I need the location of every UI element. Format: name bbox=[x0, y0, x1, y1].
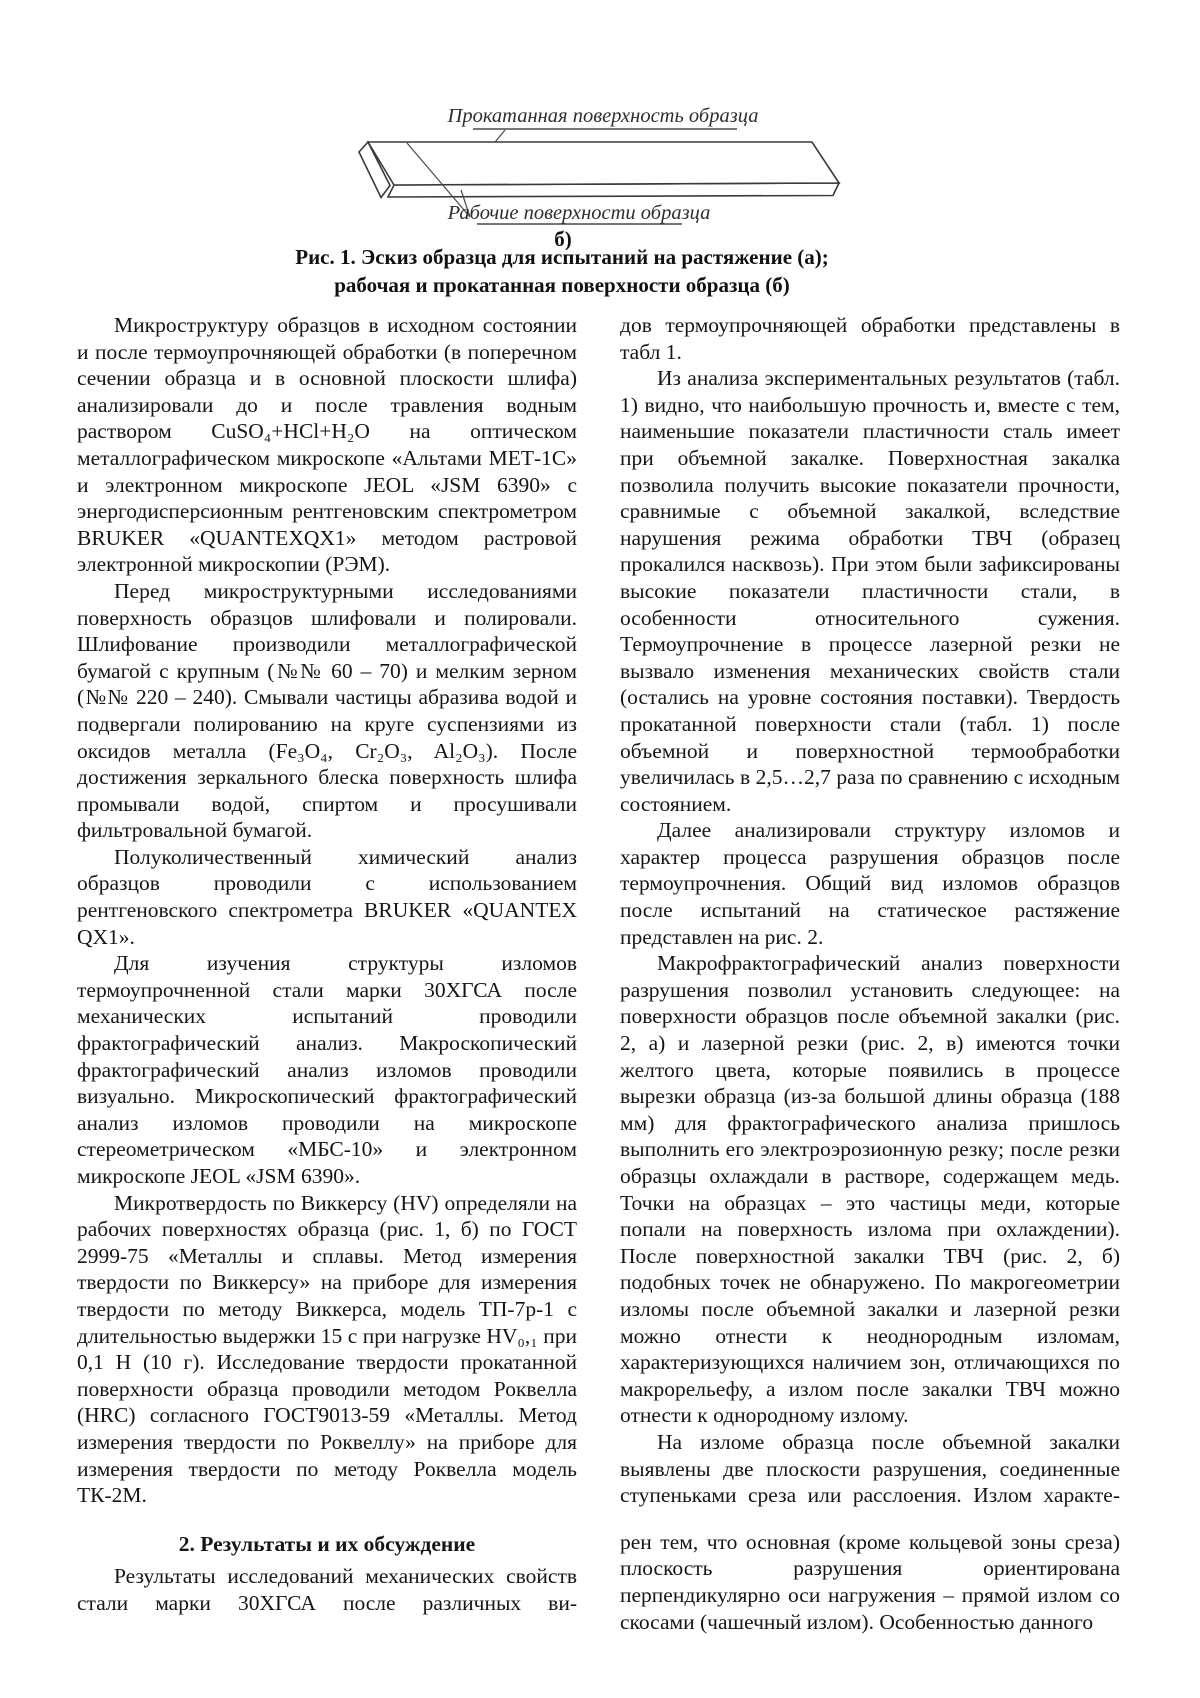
paragraph: рен тем, что основная (кроме кольцевой зоны среза) плоскость разрушения ориентирована перпендикулярно оси нагружения – прямой излом со скосами (чашечный излом). Особенностью данного bbox=[620, 1529, 1120, 1634]
right-column bbox=[620, 312, 1120, 1635]
panel-letter: б) bbox=[554, 227, 572, 250]
figure-caption-line-2: рабочая и прокатанная поверхности образца (б) bbox=[334, 273, 790, 297]
rolled-surface-label: Прокатанная поверхность образца bbox=[447, 105, 759, 127]
paragraph: На изломе образца после объемной закалки выявлены две плоскости разрушения, соединенные ступеньками среза или расслоения. Излом характе- bbox=[620, 1429, 1120, 1508]
section-heading-results: 2. Результаты и их обсуждение bbox=[178, 1531, 476, 1556]
paragraph: дов термоупрочняющей обработки представлены в табл 1. bbox=[620, 313, 1120, 364]
specimen-top-face bbox=[368, 142, 839, 185]
working-surface-label: Рабочие поверхности образца bbox=[447, 202, 711, 224]
paragraph: Из анализа экспериментальных результатов (табл. 1) видно, что наибольшую прочность и, вместе с тем, наименьшие показатели пластичности сталь имеет при объемной закалке. Поверхностная закалка позволила получить высокие показатели прочности, сравнимые с объемной закалкой, вследствие нарушения режима обработки ТВЧ (образец прокалился насквозь). При этом были зафиксированы высокие показатели пластичности стали, в особенности относительного сужения. Термоупрочнение в процессе лазерной резки не вызвало изменения механических свойств стали (остались на уровне состояния поставки). Твердость прокатанной поверхности стали (табл. 1) после объемной и поверхностной термообработки увеличилась в 2,5…2,7 раза по сравнению с исходным состоянием. bbox=[620, 366, 1120, 816]
specimen-sketch bbox=[330, 98, 870, 250]
paragraph: Далее анализировали структуру изломов и характер процесса разрушения образцов после термоупрочнения. Общий вид изломов образцов после испытаний на статическое растяжение представлен на рис. 2. bbox=[620, 818, 1120, 949]
paragraph: Для изучения структуры изломов термоупрочненной стали марки 30ХГСА после механических испытаний проводили фрактографический анализ. Макроскопический фрактографический анализ изломов проводили визуально. Микроскопический фрактографический анализ изломов проводили на микроскопе стереометрическом «МБС-10» и электронном микроскопе JEOL «JSM 6390». bbox=[77, 951, 577, 1188]
figure-1 bbox=[330, 98, 870, 250]
paragraph: Микроструктуру образцов в исходном состоянии и после термоупрочняющей обработки (в поперечном сечении образца и в основной плоскости шлифа) анализировали до и после травления водным раствором CuSO₄+HCl+H₂O на оптическом металлографическом микроскопе «Альтами МЕТ-1С» и электронном микроскопе JEOL «JSM 6390» с энергодисперсионным рентгеновским спектрометром BRUKER «QUANTEXQX1» методом растровой электронной микроскопии (РЭМ). bbox=[77, 313, 577, 577]
paragraph: Полуколичественный химический анализ образцов проводили с использованием рентгеновского спектрометра BRUKER «QUANTEX QX1». bbox=[77, 844, 577, 949]
figure-caption-line-1: Рис. 1. Эскиз образца для испытаний на растяжение (а); bbox=[295, 245, 829, 269]
paragraph: Микротвердость по Виккерсу (HV) определяли на рабочих поверхностях образца (рис. 1, б) по ГОСТ 2999-75 «Металлы и сплавы. Метод измерения твердости по Виккерсу» на приборе для измерения твердости по методу Виккерса, модель ТП-7р-1 с длительностью выдержки 15 с при нагрузке HV₀,₁ при 0,1 Н (10 г). Исследование твердости прокатанной поверхности образца проводили методом Роквелла (HRC) согласного ГОСТ9013-59 «Металлы. Метод измерения твердости по Роквеллу» на приборе для измерения твердости по методу Роквелла модель ТК-2М. bbox=[77, 1190, 577, 1508]
figure-1-caption bbox=[0, 243, 1124, 299]
paragraph: Перед микроструктурными исследованиями поверхность образцов шлифовали и полировали. Шлифование производили металлографической бумагой с крупным (№№ 60 – 70) и мелким зерном (№№ 220 – 240). Смывали частицы абразива водой и подвергали полированию на круге суспензиями из оксидов металла (Fe₃O₄, Cr₂O₃, Al₂O₃). После достижения зеркального блеска поверхность шлифа промывали водой, спиртом и просушивали фильтровальной бумагой. bbox=[77, 578, 577, 843]
paragraph: Результаты исследований механических свойств стали марки 30ХГСА после различных ви- bbox=[77, 1564, 577, 1615]
left-column bbox=[77, 312, 577, 1617]
paragraph: Макрофрактографический анализ поверхности разрушения позволил установить следующее: на поверхности образцов после объемной закалки (рис. 2, а) и лазерной резки (рис. 2, в) имеются точки желтого цвета, которые появились в процессе вырезки образца (из-за большой длины образца (188 мм) для фрактографического анализа пришлось выполнить его электроэрозионную резку; после резки образцы охлаждали в растворе, содержащем медь. Точки на образцах – это частицы меди, которые попали на поверхность излома при охлаждении). После поверхностной закалки ТВЧ (рис. 2, б) подобных точек не обнаружено. По макрогеометрии изломы после объемной закалки и лазерной резки можно отнести к неоднородным изломам, характеризующихся наличием зон, отличающихся по макрорельефу, а излом после закалки ТВЧ можно отнести к однородному излому. bbox=[620, 951, 1120, 1428]
